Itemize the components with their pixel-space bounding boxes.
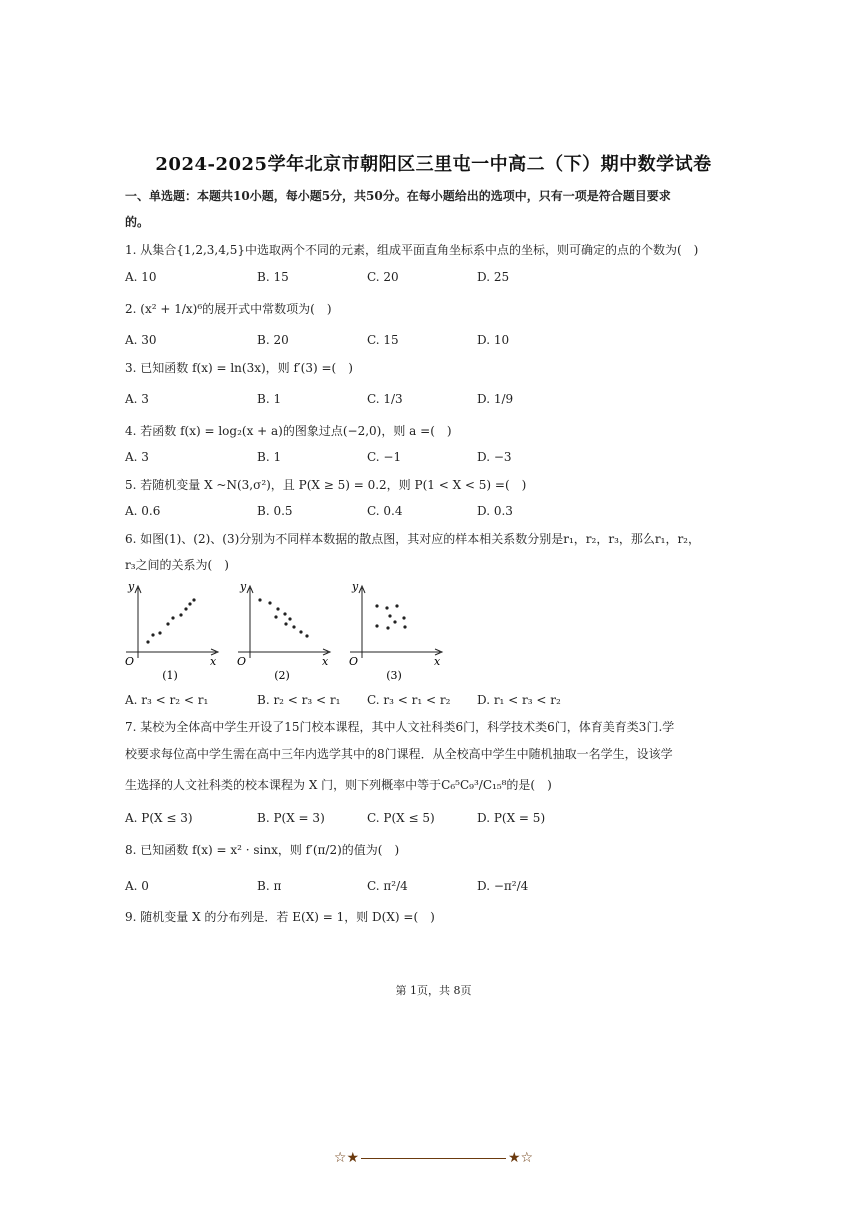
section-heading-line1: 一、单选题：本题共10小题，每小题5分，共50分。在每小题给出的选项中，只有一项是符合题目要求	[125, 189, 671, 203]
scatter-point	[268, 601, 271, 604]
scatter-point	[393, 620, 396, 623]
question-4-stem: 4. 若函数 f(x) = log₂(x + a)的图象过点(−2,0)，则 a =( )	[125, 424, 452, 438]
option-c: C. 0.4	[367, 504, 403, 518]
scatter-point	[386, 626, 389, 629]
option-b: B. r₂ < r₃ < r₁	[257, 693, 341, 707]
question-6-stem-line1: 6. 如图(1)、(2)、(3)分别为不同样本数据的散点图，其对应的样本相关系数分别是r₁，r₂，r₃，那么r₁，r₂，	[125, 532, 700, 546]
question-1-stem: 1. 从集合{1,2,3,4,5}中选取两个不同的元素，组成平面直角坐标系中点的坐标，则可确定的点的个数为( )	[125, 243, 699, 257]
scatter-point	[146, 640, 149, 643]
origin-label: O	[349, 655, 359, 668]
question-7-stem-line3: 生选择的人文社科类的校本课程为 X 门，则下列概率中等于C₆⁵C₉³/C₁₅⁸的是( )	[125, 778, 552, 792]
question-6-stem-line2: r₃之间的关系为( )	[125, 558, 229, 572]
option-d: D. P(X = 5)	[477, 811, 546, 825]
scatter-point	[258, 598, 261, 601]
option-c: C. −1	[367, 450, 402, 464]
scatter-point	[179, 613, 182, 616]
option-b: B. 0.5	[257, 504, 293, 518]
scatter-point	[171, 616, 174, 619]
scatter-point	[402, 616, 405, 619]
scatter-plot-1	[122, 580, 222, 682]
option-a: A. r₃ < r₂ < r₁	[125, 693, 209, 707]
option-d: D. −3	[477, 450, 512, 464]
option-a: A. 0.6	[125, 504, 161, 518]
x-axis-label: x	[322, 655, 329, 668]
option-d: D. r₁ < r₃ < r₂	[477, 693, 561, 707]
option-c: C. 20	[367, 270, 399, 284]
scatter-point	[395, 604, 398, 607]
scatter-point	[388, 614, 391, 617]
option-d: D. −π²/4	[477, 879, 529, 893]
question-2-stem: 2. (x² + 1/x)⁶的展开式中常数项为( )	[125, 302, 332, 316]
option-a: A. 10	[125, 270, 157, 284]
option-b: B. 15	[257, 270, 289, 284]
scatter-point	[166, 622, 169, 625]
scatter-point	[292, 625, 295, 628]
exam-title: 2024-2025学年北京市朝阳区三里屯一中高二（下）期中数学试卷	[155, 154, 712, 175]
scatter-point	[305, 634, 308, 637]
question-7-stem-line2: 校要求每位高中学生需在高中三年内选学其中的8门课程．从全校高中学生中随机抽取一名学生，设该学	[125, 747, 673, 761]
scatter-point	[151, 633, 154, 636]
option-d: D. 10	[477, 333, 510, 347]
scatter-plot-2	[234, 580, 334, 682]
scatter-point	[299, 630, 302, 633]
option-a: A. 0	[125, 879, 149, 893]
y-axis-label: y	[352, 580, 359, 593]
section-heading-line2: 的。	[125, 215, 150, 229]
scatter-point	[283, 612, 286, 615]
option-c: C. π²/4	[367, 879, 408, 893]
y-axis-label: y	[128, 580, 135, 593]
x-axis-label: x	[434, 655, 441, 668]
question-3-stem: 3. 已知函数 f(x) = ln(3x)，则 f′(3) =( )	[125, 361, 353, 375]
option-c: C. P(X ≤ 5)	[367, 811, 435, 825]
y-axis-label: y	[240, 580, 247, 593]
page-footer: 第 1页，共 8页	[395, 984, 472, 997]
option-b: B. 1	[257, 392, 282, 406]
origin-label: O	[125, 655, 135, 668]
question-6-options	[125, 693, 745, 709]
scatter-point	[288, 617, 291, 620]
scatter-point	[403, 625, 406, 628]
scatter-point	[385, 606, 388, 609]
option-b: B. 1	[257, 450, 282, 464]
scatter-point	[184, 607, 187, 610]
scatter-point	[375, 624, 378, 627]
scatter-point	[188, 602, 191, 605]
scatter-point	[274, 615, 277, 618]
option-d: D. 25	[477, 270, 510, 284]
question-1-options	[125, 270, 745, 286]
option-a: A. 3	[125, 450, 149, 464]
option-b: B. P(X = 3)	[257, 811, 325, 825]
question-2-options	[125, 333, 745, 349]
footer-decoration	[0, 1150, 867, 1166]
plot-caption: (3)	[386, 669, 402, 682]
plot-caption: (2)	[274, 669, 290, 682]
option-a: A. P(X ≤ 3)	[125, 811, 193, 825]
plot-caption: (1)	[162, 669, 178, 682]
x-axis-label: x	[210, 655, 217, 668]
question-4-options	[125, 450, 745, 466]
option-c: C. 1/3	[367, 392, 403, 406]
origin-label: O	[237, 655, 247, 668]
star-icon: ☆★	[333, 1150, 359, 1166]
scatter-point	[276, 607, 279, 610]
question-8-options	[125, 879, 745, 895]
option-d: D. 0.3	[477, 504, 513, 518]
scatter-plot-3	[346, 580, 446, 682]
question-3-options	[125, 392, 745, 408]
scatter-point	[192, 598, 195, 601]
option-b: B. 20	[257, 333, 289, 347]
question-7-options	[125, 811, 745, 827]
question-5-stem: 5. 若随机变量 X ~N(3,σ²)，且 P(X ≥ 5) = 0.2，则 P(1 < X < 5) =( )	[125, 478, 527, 492]
question-7-stem-line1: 7. 某校为全体高中学生开设了15门校本课程，其中人文社科类6门，科学技术类6门，体育美育类3门.学	[125, 720, 675, 734]
option-b: B. π	[257, 879, 282, 893]
question-8-stem: 8. 已知函数 f(x) = x² · sinx，则 f′(π/2)的值为( )	[125, 843, 400, 857]
scatter-point	[158, 631, 161, 634]
scatter-point	[284, 622, 287, 625]
option-c: C. 15	[367, 333, 399, 347]
option-c: C. r₃ < r₁ < r₂	[367, 693, 451, 707]
option-d: D. 1/9	[477, 392, 514, 406]
option-a: A. 3	[125, 392, 149, 406]
star-icon: ★☆	[508, 1150, 534, 1166]
question-5-options	[125, 504, 745, 520]
scatter-point	[375, 604, 378, 607]
question-9-stem: 9. 随机变量 X 的分布列是．若 E(X) = 1，则 D(X) =( )	[125, 910, 435, 924]
option-a: A. 30	[125, 333, 157, 347]
